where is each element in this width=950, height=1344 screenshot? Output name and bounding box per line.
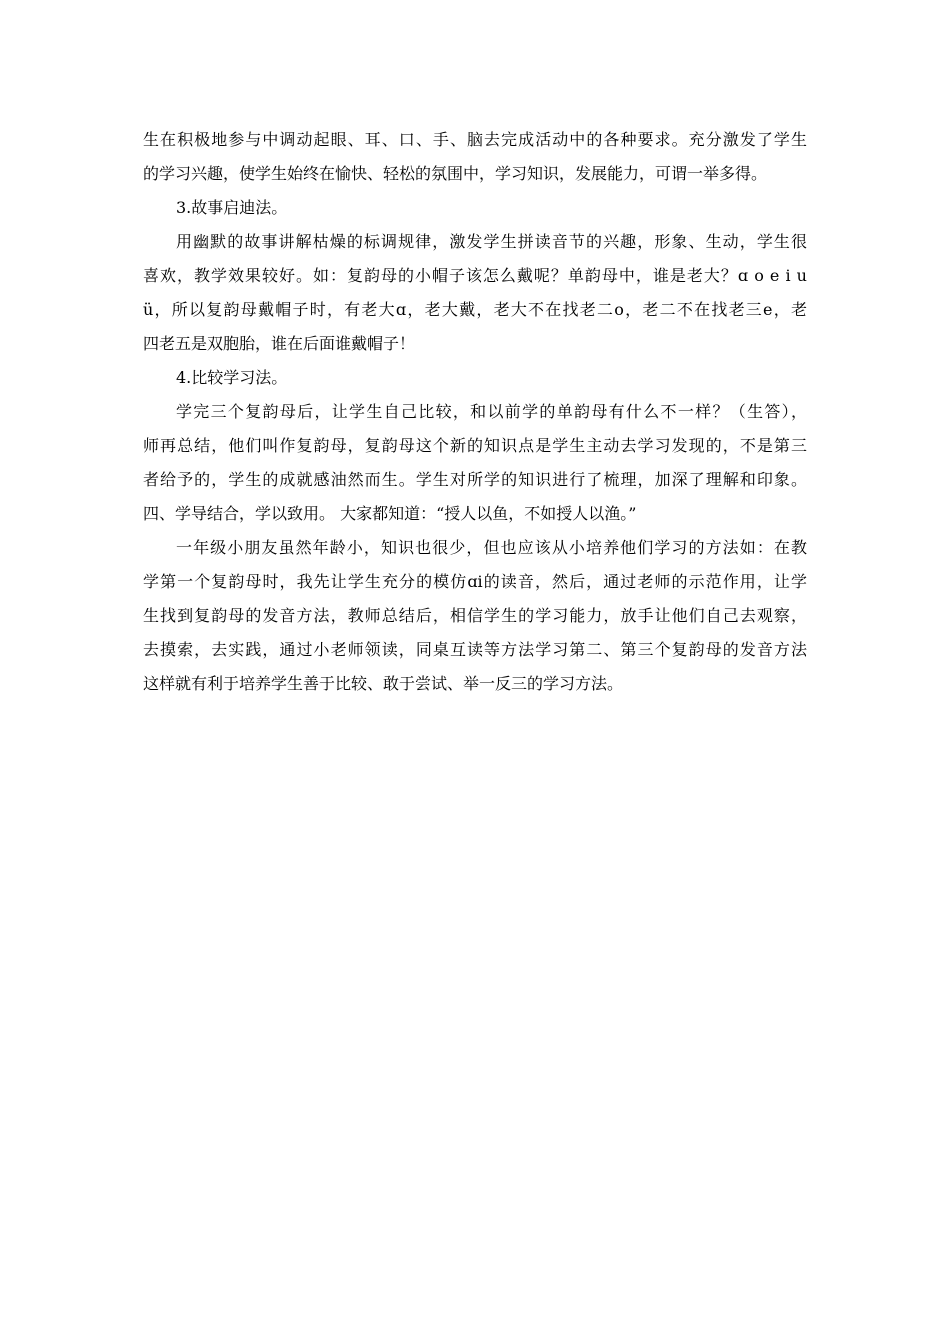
paragraph-line: 师再总结，他们叫作复韵母，复韵母这个新的知识点是学生主动去学习发现的，不是第三 — [143, 436, 807, 455]
paragraph-line: 者给予的，学生的成就感油然而生。学生对所学的知识进行了梳理，加深了理解和印象。 — [143, 470, 807, 489]
paragraph-line: 生找到复韵母的发音方法，教师总结后，相信学生的学习能力，放手让他们自己去观察， — [143, 606, 807, 625]
paragraph-line: 一年级小朋友虽然年龄小，知识也很少，但也应该从小培养他们学习的方法如：在教 — [176, 538, 807, 557]
paragraph-line: 喜欢，教学效果较好。如：复韵母的小帽子该怎么戴呢？单韵母中，谁是老大？ɑ o e i u — [143, 266, 807, 285]
document-body — [143, 123, 807, 701]
section-heading: 3.故事启迪法。 — [176, 198, 288, 217]
paragraph-line: 四老五是双胞胎，谁在后面谁戴帽子！ — [143, 334, 416, 353]
section-heading: 四、学导结合，学以致用。 大家都知道：“授人以鱼，不如授人以渔。” — [143, 504, 637, 523]
paragraph-line: 这样就有利于培养学生善于比较、敢于尝试、举一反三的学习方法。 — [143, 674, 624, 693]
paragraph-line: 用幽默的故事讲解枯燥的标调规律，激发学生拼读音节的兴趣，形象、生动，学生很 — [176, 232, 807, 251]
section-heading: 4.比较学习法。 — [176, 368, 288, 387]
paragraph-line: 去摸索，去实践，通过小老师领读，同桌互读等方法学习第二、第三个复韵母的发音方法 — [143, 640, 807, 659]
paragraph-line: ü，所以复韵母戴帽子时，有老大ɑ，老大戴，老大不在找老二o，老二不在找老三e，老 — [143, 300, 807, 319]
paragraph-line: 的学习兴趣，使学生始终在愉快、轻松的氛围中，学习知识，发展能力，可谓一举多得。 — [143, 164, 768, 183]
paragraph-line: 学完三个复韵母后，让学生自己比较，和以前学的单韵母有什么不一样？（生答）， — [176, 402, 807, 421]
paragraph-line: 学第一个复韵母时，我先让学生充分的模仿ɑi的读音，然后，通过老师的示范作用，让学 — [143, 572, 807, 591]
paragraph-line: 生在积极地参与中调动起眼、耳、口、手、脑去完成活动中的各种要求。充分激发了学生 — [143, 130, 807, 149]
